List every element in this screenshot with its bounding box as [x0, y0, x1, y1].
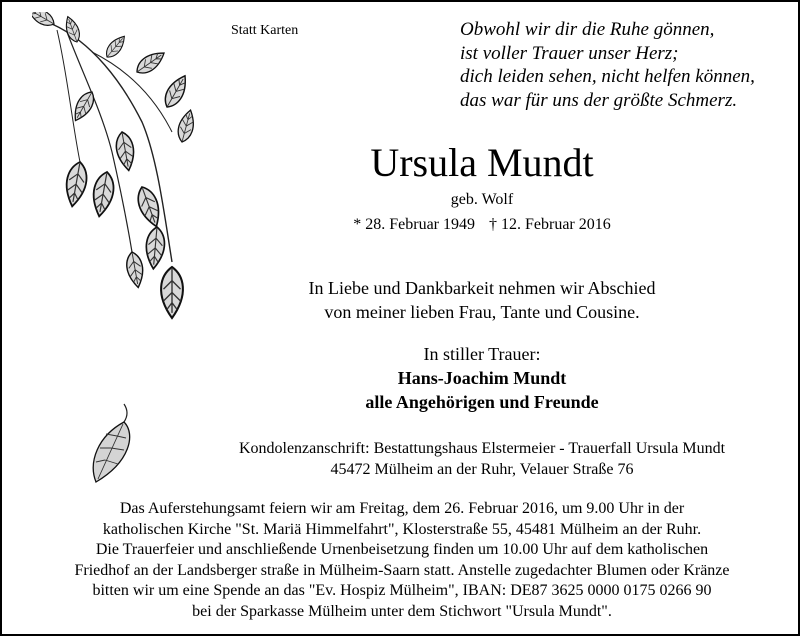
service-line: katholischen Kirche "St. Mariä Himmelfahrt", Klosterstraße 55, 45481 Mülheim an der Ruhr. [102, 520, 702, 538]
poem-line: Obwohl wir dir die Ruhe gönnen, [460, 19, 715, 40]
deceased-name: Ursula Mundt [370, 140, 594, 185]
condolence-line: 45472 Mülheim an der Ruhr, Velauer Straße 76 [330, 461, 634, 478]
poem-line: ist voller Trauer unser Herz; [460, 42, 679, 64]
poem-line: das war für uns der größte Schmerz. [460, 89, 738, 111]
farewell-text [232, 276, 732, 324]
statt-karten-label: Statt Karten [231, 23, 299, 38]
service-line: Das Auferstehungsamt feiern wir am Freitag, dem 26. Februar 2016, um 9.00 Uhr in der [119, 500, 685, 517]
birth-name: geb. Wolf [450, 191, 514, 208]
mourner-name: alle Angehörigen und Freunde [365, 392, 599, 412]
falling-leaf-icon [84, 402, 144, 492]
poem [460, 18, 755, 112]
death-date: † 12. Februar 2016 [489, 216, 611, 233]
birth-date: * 28. Februar 1949 [353, 216, 475, 233]
farewell-line: von meiner lieben Frau, Tante und Cousine. [324, 302, 640, 322]
farewell-line: In Liebe und Dankbarkeit nehmen wir Abschied [308, 278, 656, 298]
service-line: bitten wir um eine Spende an das "Ev. Hospiz Mülheim", IBAN: DE87 3625 0000 0175 0266 90 [92, 582, 712, 599]
life-dates [282, 216, 682, 234]
service-details [22, 499, 782, 622]
service-line: bei der Sparkasse Mülheim unter dem Stichwort "Ursula Mundt". [192, 602, 612, 620]
mourners [282, 342, 682, 414]
service-line: Die Trauerfeier und anschließende Urnenbeisetzung finden um 10.00 Uhr auf dem katholischen [95, 541, 709, 558]
mourner-name: Hans-Joachim Mundt [397, 368, 567, 388]
condolence-address [182, 438, 782, 480]
birch-branch-icon [32, 12, 232, 332]
service-line: Friedhof an der Landsberger straße in Mülheim-Saarn statt. Anstelle zugedachter Blumen oder Kränze [74, 561, 730, 579]
mourners-intro: In stiller Trauer: [423, 344, 541, 364]
poem-line: dich leiden sehen, nicht helfen können, [460, 66, 755, 87]
condolence-line: Kondolenzanschrift: Bestattungshaus Elstermeier - Trauerfall Ursula Mundt [238, 440, 726, 457]
